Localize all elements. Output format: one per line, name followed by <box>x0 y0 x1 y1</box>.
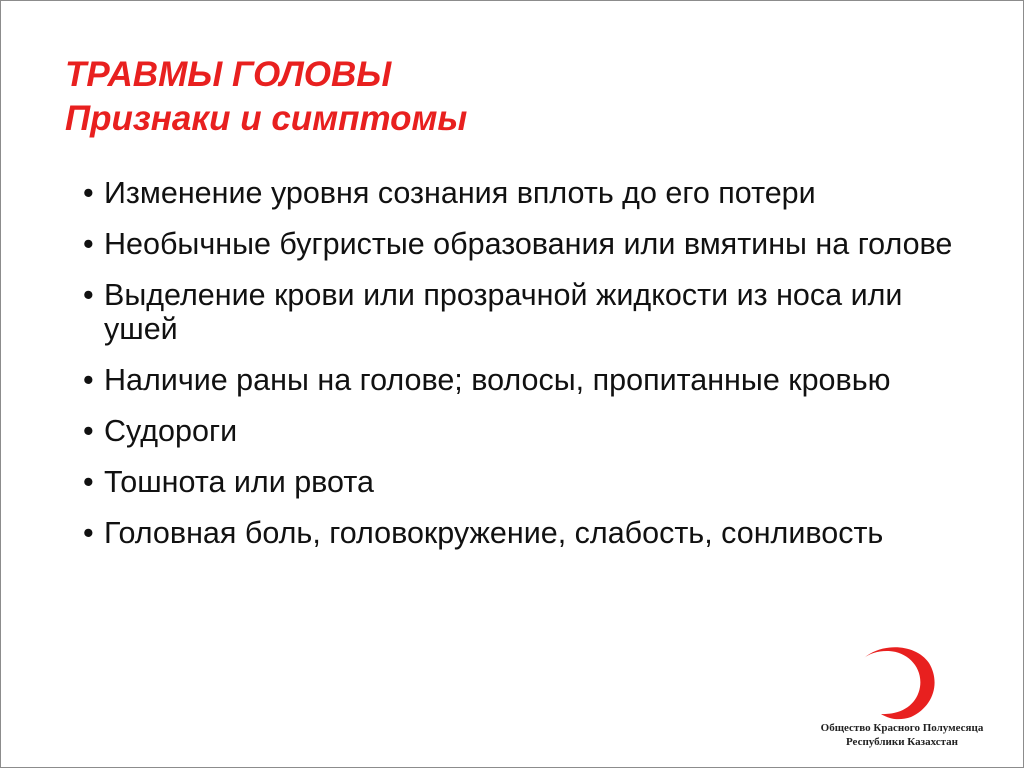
red-crescent-icon <box>859 645 939 721</box>
list-item-text: Необычные бугристые образования или вмятины на голове <box>104 227 953 261</box>
list-item <box>83 516 963 550</box>
list-item <box>83 227 963 261</box>
bullet-icon: • <box>83 414 94 448</box>
title-main: ТРАВМЫ ГОЛОВЫ <box>65 55 392 94</box>
bullet-icon: • <box>83 363 94 397</box>
list-item-text: Тошнота или рвота <box>104 465 374 499</box>
list-item-text: Судороги <box>104 414 238 448</box>
logo-caption <box>797 721 1007 749</box>
list-item-text: Изменение уровня сознания вплоть до его потери <box>104 176 816 210</box>
list-item <box>83 278 963 346</box>
bullet-icon: • <box>83 176 94 210</box>
list-item-text: Головная боль, головокружение, слабость, сонливость <box>104 516 884 550</box>
list-item <box>83 176 963 210</box>
title-subtitle: Признаки и симптомы <box>65 99 468 138</box>
symptom-list <box>83 176 963 567</box>
organization-logo <box>797 641 1007 756</box>
slide-title <box>65 53 467 141</box>
list-item <box>83 363 963 397</box>
bullet-icon: • <box>83 516 94 550</box>
logo-caption-line1: Общество Красного Полумесяца <box>820 722 984 734</box>
list-item-text: Наличие раны на голове; волосы, пропитанные кровью <box>104 363 891 397</box>
list-item-text: Выделение крови или прозрачной жидкости из носа или ушей <box>104 278 903 346</box>
bullet-icon: • <box>83 227 94 261</box>
list-item <box>83 414 963 448</box>
list-item <box>83 465 963 499</box>
bullet-icon: • <box>83 465 94 499</box>
logo-caption-line2: Республики Казахстан <box>845 736 959 748</box>
bullet-icon: • <box>83 278 94 312</box>
